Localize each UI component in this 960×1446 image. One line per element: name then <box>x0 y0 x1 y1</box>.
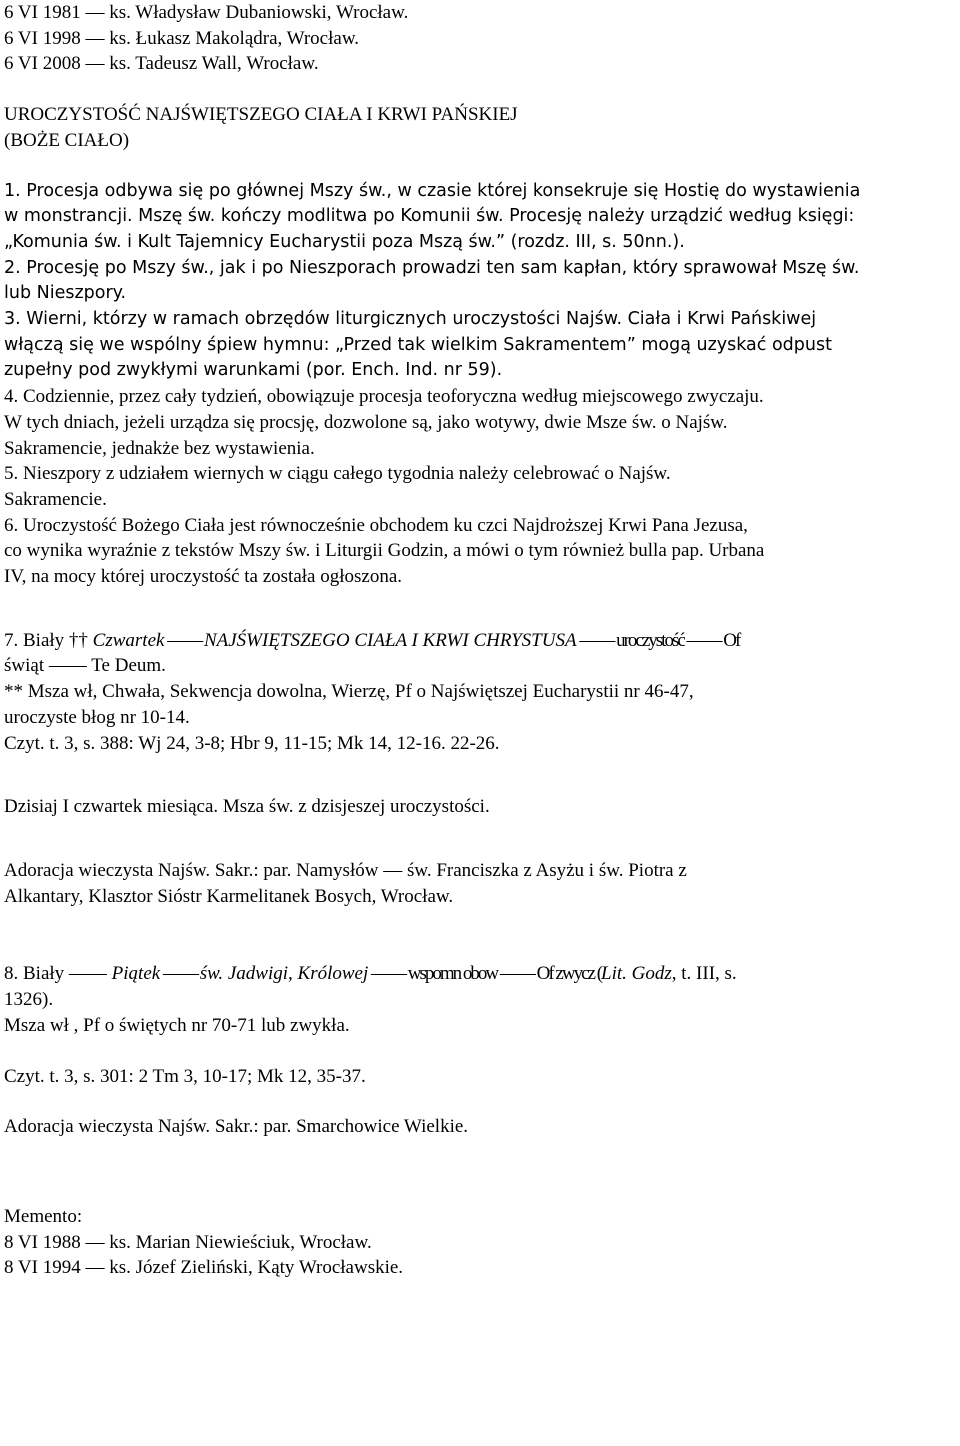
adoration-line: Alkantary, Klasztor Sióstr Karmelitanek Bosych, Wrocław. <box>4 885 454 907</box>
note-line: 5. Nieszpory z udziałem wiernych w ciągu całego tygodnia należy celebrować o Najśw. <box>4 463 671 485</box>
day-7-readings: Czyt. t. 3, s. 388: Wj 24, 3-8; Hbr 9, 11-15; Mk 14, 12-16. 22-26. <box>4 732 500 754</box>
day-8-rank: —— wspomn obow —— Of zwycz ( <box>368 963 602 985</box>
day-7-dash: —— <box>164 629 204 651</box>
day-7-adoration <box>4 858 956 909</box>
feast-title-line: UROCZYSTOŚĆ NAJŚWIĘTSZEGO CIAŁA I KRWI PAŃSKIEJ <box>4 104 518 126</box>
memento-label: Memento: <box>4 1205 83 1227</box>
day-8-lit: Lit. Godz <box>601 963 672 985</box>
day-7-note: Dzisiaj I czwartek miesiąca. Msza św. z dzisjeszej uroczystości. <box>4 796 490 818</box>
day-8-readings: Czyt. t. 3, s. 301: 2 Tm 3, 10-17; Mk 12, 35-37. <box>4 1065 366 1087</box>
note-line: w monstrancji. Mszę św. kończy modlitwa po Komunii św. Procesję należy urządzić według księgi: <box>4 206 855 227</box>
note-line: IV, na mocy której uroczystość ta została ogłoszona. <box>4 566 403 588</box>
day-7-mass: uroczyste błog nr 10-14. <box>4 706 190 728</box>
memento <box>4 1204 956 1281</box>
note-line: 6. Uroczystość Bożego Ciała jest równocześnie obchodem ku czci Najdroższej Krwi Pana Jezusa, <box>4 514 748 536</box>
day-8-saint: św. Jadwigi, Królowej <box>199 963 369 985</box>
day-8-header-cont: 1326). <box>4 989 54 1011</box>
note-line: co wynika wyraźnie z tekstów Mszy św. i Liturgii Godzin, a mówi o tym również bulla pap. Urbana <box>4 540 765 562</box>
note-line: 2. Procesję po Mszy św., jak i po Nieszporach prowadzi ten sam kapłan, który sprawował Mszę św. <box>4 257 860 278</box>
day-7-prefix: 7. Biały †† <box>4 629 93 651</box>
note-line: 3. Wierni, którzy w ramach obrzędów liturgicznych uroczystości Najśw. Ciała i Krwi Pańskiwej <box>4 309 817 330</box>
memento-item: 8 VI 1994 — ks. Józef Zieliński, Kąty Wrocławskie. <box>4 1257 404 1279</box>
day-8-prefix: 8. Biały —— <box>4 963 112 985</box>
day-7-feast: NAJŚWIĘTSZEGO CIAŁA I KRWI CHRYSTUSA <box>203 629 577 651</box>
day-8-mass: Msza wł , Pf o świętych nr 70-71 lub zwykła. <box>4 1014 350 1036</box>
day-7-entry <box>4 628 956 757</box>
day-7-rank: —— uroczystość —— Of <box>576 629 740 651</box>
day-8-entry <box>4 961 956 1038</box>
anniversaries-top <box>4 0 956 77</box>
feast-title <box>4 102 956 153</box>
note-line: włączą się we wspólny śpiew hymnu: „Przed tak wielkim Sakramentem” mogą uzyskać odpust <box>4 334 832 355</box>
liturgical-notes-cont <box>4 384 956 590</box>
day-7-day: Czwartek <box>92 629 165 651</box>
note-line: Sakramencie, jednakże bez wystawienia. <box>4 437 315 459</box>
day-7-mass: ** Msza wł, Chwała, Sekwencja dowolna, Wierzę, Pf o Najświętszej Eucharystii nr 46-47, <box>4 681 694 703</box>
day-8-ref: , t. III, s. <box>671 963 737 985</box>
note-line: zupełny pod zwykłymi warunkami (por. Ench. Ind. nr 59). <box>4 360 503 381</box>
note-line: W tych dniach, jeżeli urządza się procsję, dozwolone są, jako wotywy, dwie Msze św. o Najśw. <box>4 411 728 433</box>
memento-item: 8 VI 1988 — ks. Marian Niewieściuk, Wrocław. <box>4 1231 372 1253</box>
anniversary-line: 6 VI 2008 — ks. Tadeusz Wall, Wrocław. <box>4 53 319 75</box>
adoration-line: Adoracja wieczysta Najśw. Sakr.: par. Namysłów — św. Franciszka z Asyżu i św. Piotra z <box>4 859 687 881</box>
day-7-header-cont: świąt —— Te Deum. <box>4 655 166 677</box>
note-line: „Komunia św. i Kult Tajemnicy Eucharystii poza Mszą św.” (rozdz. III, s. 50nn.). <box>4 231 685 252</box>
day-8-dash: —— <box>160 963 200 985</box>
note-line: lub Nieszpory. <box>4 283 127 304</box>
note-line: 4. Codziennie, przez cały tydzień, obowiązuje procesja teoforyczna według miejscowego zwyczaju. <box>4 386 764 408</box>
day-7-header <box>4 628 956 654</box>
feast-title-line: (BOŻE CIAŁO) <box>4 129 130 151</box>
note-line: 1. Procesja odbywa się po głównej Mszy św., w czasie której konsekruje się Hostię do wystawienia <box>4 180 861 201</box>
day-8-day: Piątek <box>111 963 161 985</box>
day-8-adoration: Adoracja wieczysta Najśw. Sakr.: par. Smarchowice Wielkie. <box>4 1116 469 1138</box>
note-line: Sakramencie. <box>4 488 107 510</box>
anniversary-line: 6 VI 1981 — ks. Władysław Dubaniowski, Wrocław. <box>4 2 409 23</box>
day-8-header <box>4 961 956 987</box>
liturgical-notes <box>4 179 956 385</box>
anniversary-line: 6 VI 1998 — ks. Łukasz Makolądra, Wrocław. <box>4 27 360 49</box>
